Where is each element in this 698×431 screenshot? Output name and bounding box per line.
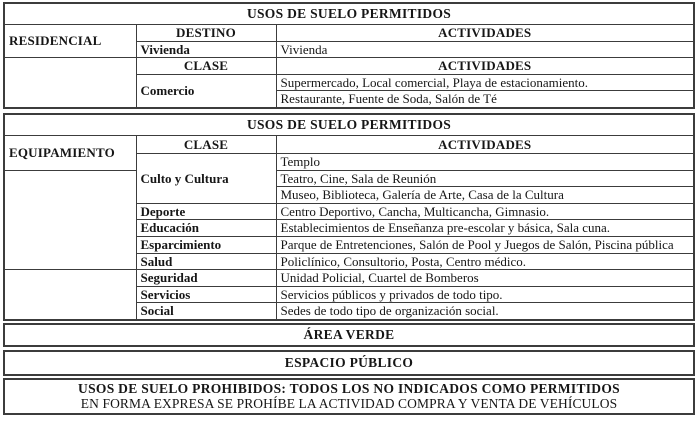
clase-cell-comercio: Comercio (136, 74, 276, 108)
residencial-table (3, 2, 695, 109)
clase-cell-educacion: Educación (136, 220, 276, 237)
header-actividades-equipamiento: ACTIVIDADES (276, 135, 694, 153)
header-actividades-destino: ACTIVIDADES (276, 25, 694, 42)
activity-cell-comercio-1: Supermercado, Local comercial, Playa de estacionamiento. (276, 74, 694, 91)
activity-cell-comercio-2: Restaurante, Fuente de Soda, Salón de Té (276, 91, 694, 108)
header-destino: DESTINO (136, 25, 276, 42)
clase-cell-culto-y-cultura: Culto y Cultura (136, 153, 276, 203)
activity-cell-social: Sedes de todo tipo de organización social. (276, 303, 694, 320)
activity-cell-seguridad: Unidad Policial, Cuartel de Bomberos (276, 270, 694, 287)
clase-cell-seguridad: Seguridad (136, 270, 276, 287)
prohibited-banner-line-2: EN FORMA EXPRESA SE PROHÍBE LA ACTIVIDAD COMPRA Y VENTA DE VEHÍCULOS (80, 396, 618, 412)
prohibited-banner-line-1: USOS DE SUELO PROHIBIDOS: TODOS LOS NO INDICADOS COMO PERMITIDOS (78, 380, 620, 396)
activity-cell-servicios: Servicios públicos y privados de todo tipo. (276, 286, 694, 303)
clase-cell-salud: Salud (136, 253, 276, 270)
activity-cell-esparcimiento: Parque de Entretenciones, Salón de Pool y Juegos de Salón, Piscina pública (276, 236, 694, 253)
prohibited-banner (3, 378, 695, 415)
clase-cell-deporte: Deporte (136, 203, 276, 220)
clase-cell-servicios: Servicios (136, 286, 276, 303)
activity-cell-salud: Policlínico, Consultorio, Posta, Centro médico. (276, 253, 694, 270)
activity-cell-vivienda: Vivienda (276, 41, 694, 58)
category-cell-equipamiento: EQUIPAMIENTO (4, 135, 136, 170)
espacio-publico-banner: ESPACIO PÚBLICO (3, 350, 695, 376)
equipamiento-table-title: USOS DE SUELO PERMITIDOS (4, 114, 694, 136)
category-cell-empty-residencial (4, 58, 136, 108)
header-actividades-clase: ACTIVIDADES (276, 58, 694, 75)
clase-cell-social: Social (136, 303, 276, 320)
activity-cell-templo: Templo (276, 153, 694, 170)
activity-cell-teatro: Teatro, Cine, Sala de Reunión (276, 170, 694, 187)
category-cell-empty-equipamiento-2 (4, 270, 136, 320)
header-clase-equipamiento: CLASE (136, 135, 276, 153)
header-clase-residencial: CLASE (136, 58, 276, 75)
area-verde-banner: ÁREA VERDE (3, 323, 695, 347)
activity-cell-deporte: Centro Deportivo, Cancha, Multicancha, Gimnasio. (276, 203, 694, 220)
category-cell-residencial: RESIDENCIAL (4, 25, 136, 58)
activity-cell-museo: Museo, Biblioteca, Galería de Arte, Casa de la Cultura (276, 187, 694, 204)
residencial-table-title: USOS DE SUELO PERMITIDOS (4, 3, 694, 25)
clase-cell-vivienda: Vivienda (136, 41, 276, 58)
category-cell-empty-equipamiento-1 (4, 170, 136, 270)
activity-cell-educacion: Establecimientos de Enseñanza pre-escolar y básica, Sala cuna. (276, 220, 694, 237)
clase-cell-esparcimiento: Esparcimiento (136, 236, 276, 253)
equipamiento-table (3, 113, 695, 321)
